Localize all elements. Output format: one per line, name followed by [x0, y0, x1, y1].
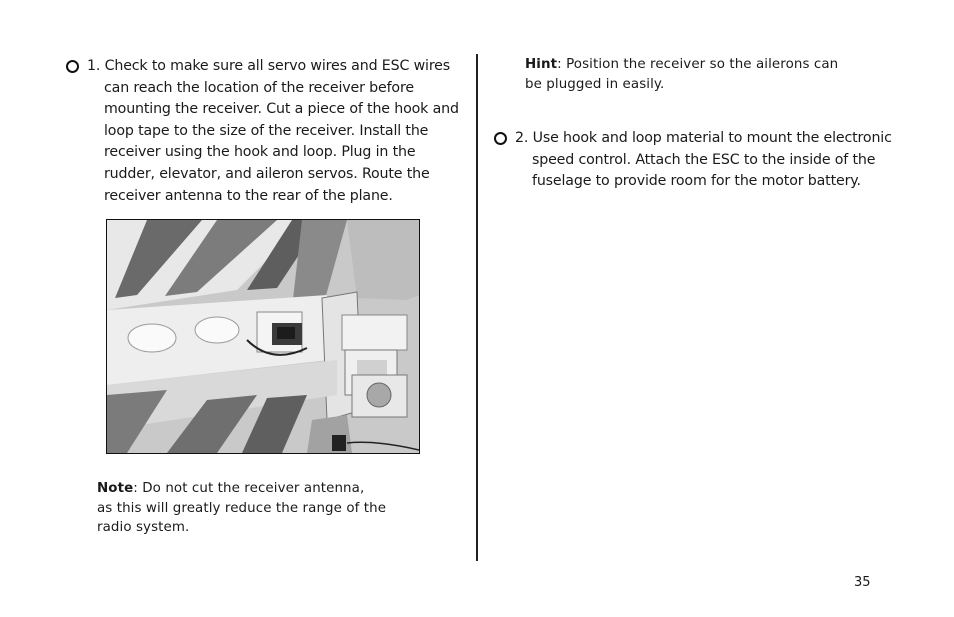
note-label: Note: [97, 481, 134, 496]
step-2-line: speed control. Attach the ESC to the inside of the: [532, 151, 876, 168]
step-2: [494, 128, 892, 193]
step-1-line: receiver using the hook and loop. Plug in the: [104, 144, 416, 161]
hint-first-line: : Position the receiver so the ailerons can: [557, 57, 839, 72]
note-first-line: : Do not cut the receiver antenna,: [133, 481, 365, 496]
page-number: 35: [854, 575, 871, 590]
column-divider: [476, 54, 478, 561]
step-2-line: fuselage to provide room for the motor battery.: [532, 173, 861, 190]
receiver-installation-photo: [106, 219, 420, 454]
step-2-body: [494, 150, 884, 193]
step-1: [66, 56, 459, 207]
note-line: as this will greatly reduce the range of the: [97, 500, 387, 516]
hint-line: be plugged in easily.: [525, 76, 665, 92]
hint-label: Hint: [525, 57, 558, 72]
step-1-line: rudder, elevator, and aileron servos. Route the: [104, 165, 430, 182]
step-1-line: can reach the location of the receiver before: [104, 79, 414, 96]
note-line: radio system.: [97, 520, 190, 536]
step-1-line: mounting the receiver. Cut a piece of the hook and: [104, 101, 459, 118]
step-checkbox-icon[interactable]: [66, 60, 79, 73]
note: [97, 479, 386, 538]
step-1-first-line: 1. Check to make sure all servo wires and ESC wires: [87, 58, 451, 74]
step-checkbox-icon[interactable]: [494, 132, 507, 145]
step-1-line: loop tape to the size of the receiver. Install the: [104, 122, 429, 139]
step-1-body: [66, 78, 459, 208]
step-1-line: receiver antenna to the rear of the plane.: [104, 187, 393, 204]
hint: [525, 55, 838, 94]
step-2-first-line: 2. Use hook and loop material to mount the electronic: [515, 130, 892, 146]
